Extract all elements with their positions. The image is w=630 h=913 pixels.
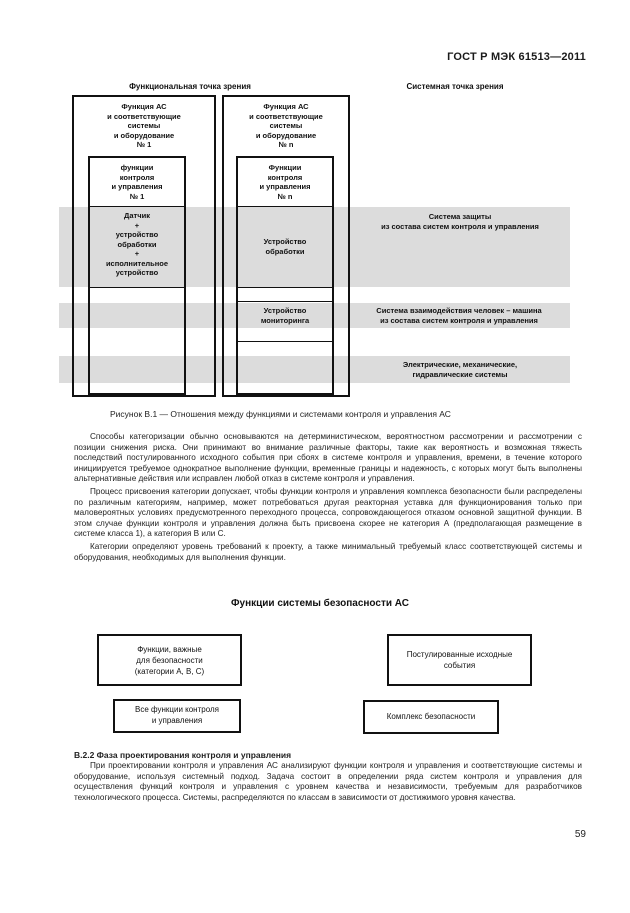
figure-relations [0, 0, 630, 430]
function-n-processing: Устройство обработки [263, 237, 307, 256]
system-electric: Электрические, механические, гидравлические системы [402, 360, 518, 379]
function-n-monitoring: Устройство мониторинга [260, 306, 310, 325]
function-1-title: Функция АС и соответствующие системы и оборудование № 1 [107, 102, 181, 149]
function-n-title: Функция АС и соответствующие системы и оборудование № n [249, 102, 323, 149]
function-1-inner-title: функции контроля и управления № 1 [111, 163, 163, 201]
page-number: 59 [574, 829, 586, 840]
all-functions-label: Все функции контроля и управления [134, 705, 219, 725]
figure-caption: Рисунок В.1 — Отношения между функциями и системами контроля и управления АС [110, 409, 451, 419]
col-functional-label: Функциональная точка зрения [129, 82, 251, 91]
body-text [74, 432, 582, 563]
safety-complex-label: Комплекс безопасности [386, 712, 476, 721]
paragraph: Способы категоризации обычно основываются на детерминистическом, вероятностном рассмотрении и рассмотрении с позиции снижения риска. Они принимают во внимание различные факторы, такие как вероятность и возможная тяжесть последствий постулированного исходного события при сбоях в системе контроля и управления, времени, в течение которого инициируется требуемое однократное выполнение функции, временные границы и надежность, с которых могут быть выполнены альтернативные действия или исправлен любой отказ в системе контроля и управления. [74, 432, 582, 484]
section-paragraph: При проектировании контроля и управления АС анализируют функции контроля и управления и соответствующие системы и оборудование, используя системный подход. Задача состоит в определении ряда систем контроля и управления для осуществления функций контроля и управления с уровнем качества и независимости, требуемым для разработчиков технологического процесса. Системы, распределяются по классам в зависимости от достижимого уровня качества. [74, 761, 582, 802]
system-protection: Система защиты из состава систем контроля и управления [381, 212, 539, 231]
col-system-label: Системная точка зрения [406, 82, 504, 91]
safety-functions-title: Функции системы безопасности АС [230, 598, 409, 609]
postulated-events-label: Постулированные исходные события [406, 650, 513, 670]
system-interaction: Система взаимодействия человек – машина из состава систем контроля и управления [376, 306, 542, 325]
paragraph: Процесс присвоения категории допускает, чтобы функции контроля и управления комплекса безопасности были распределены по различным категориям, например, может потребоваться другая реакторная уставка для функционирования только при маловероятных условиях предусмотренного переходного процесса, сопровождающегося отказом основной защитной функции. В этом случае функции контроля и управления должна быть присвоена скорее не категория А (предполагающая размещение в системе класса 1), а категория В или С. [74, 486, 582, 539]
function-1-items: Датчик + устройство обработки + исполнительное устройство [105, 211, 169, 277]
standard-header: ГОСТ Р МЭК 61513—2011 [447, 51, 586, 63]
important-functions-label: Функции, важные для безопасности (категории А, В, С) [134, 645, 205, 676]
paragraph: Категории определяют уровень требований к проекту, а также минимальный требуемый класс соответствующей системы и оборудования, необходимых для выполнения функции. [74, 541, 582, 562]
section-heading: В.2.2 Фаза проектирования контроля и управления [74, 750, 292, 760]
function-n-inner-title: Функции контроля и управления № n [259, 163, 311, 201]
